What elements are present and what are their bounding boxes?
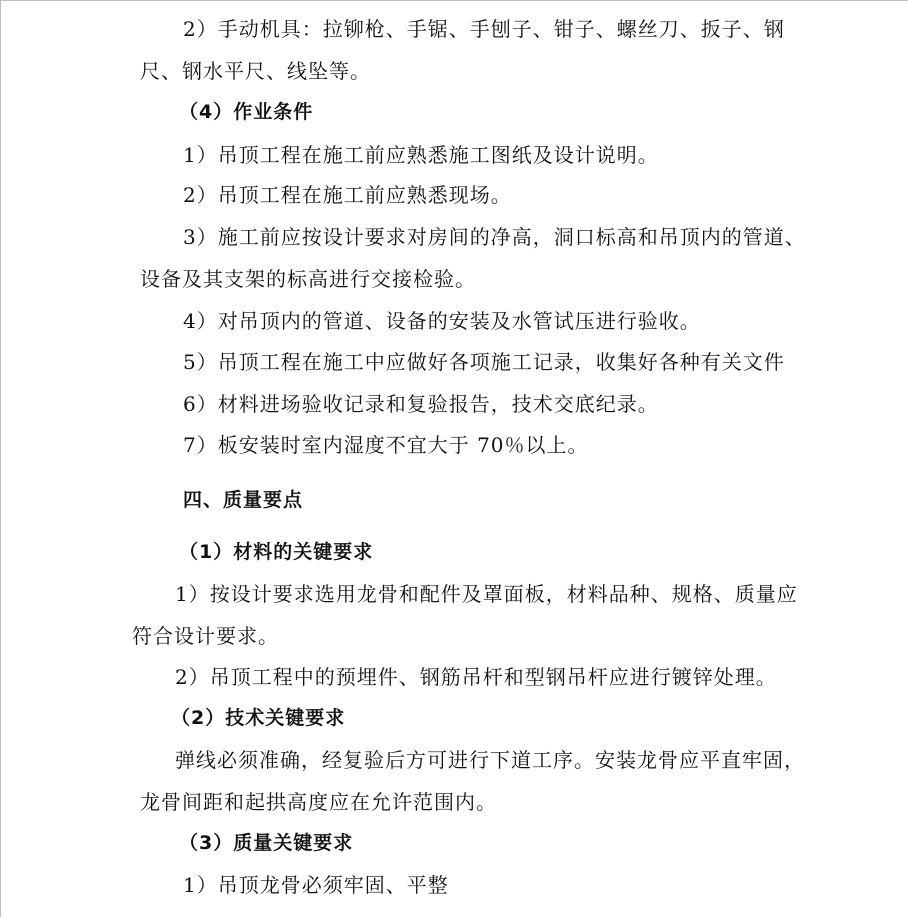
text-line: 龙骨间距和起拱高度应在允许范围内。 xyxy=(140,790,497,814)
text-line: 符合设计要求。 xyxy=(132,624,279,648)
text-line: 5）吊顶工程在施工中应做好各项施工记录，收集好各种有关文件 xyxy=(183,350,785,374)
chapter-heading: 四、质量要点 xyxy=(183,489,304,511)
text-line: 2）手动机具：拉铆枪、手锯、手刨子、钳子、螺丝刀、扳子、钢 xyxy=(183,17,785,41)
text-line: 尺、钢水平尺、线坠等。 xyxy=(140,59,371,83)
text-line: 6）材料进场验收记录和复验报告，技术交底纪录。 xyxy=(183,392,659,416)
text-line: 2）吊顶工程在施工前应熟悉现场。 xyxy=(183,183,512,207)
section-heading: （1）材料的关键要求 xyxy=(179,541,374,563)
page-left-border xyxy=(0,0,1,917)
text-line: 设备及其支架的标高进行交接检验。 xyxy=(140,267,476,291)
text-line: 1）按设计要求选用龙骨和配件及罩面板，材料品种、规格、质量应 xyxy=(175,582,798,606)
section-heading: （4）作业条件 xyxy=(179,101,314,123)
section-heading: （2）技术关键要求 xyxy=(171,707,346,729)
section-heading: （3）质量关键要求 xyxy=(179,832,354,854)
text-line: 1）吊顶工程在施工前应熟悉施工图纸及设计说明。 xyxy=(183,143,659,167)
text-line: 7）板安装时室内湿度不宜大于 70％以上。 xyxy=(183,433,589,457)
text-line: 4）对吊顶内的管道、设备的安装及水管试压进行验收。 xyxy=(183,309,701,333)
text-line: 弹线必须准确，经复验后方可进行下道工序。安装龙骨应平直牢固， xyxy=(175,748,805,772)
page-top-border xyxy=(0,0,908,1)
text-line: 1）吊顶龙骨必须牢固、平整 xyxy=(183,873,449,897)
text-line: 2）吊顶工程中的预埋件、钢筋吊杆和型钢吊杆应进行镀锌处理。 xyxy=(175,665,777,689)
text-line: 3）施工前应按设计要求对房间的净高，洞口标高和吊顶内的管道、 xyxy=(183,225,806,249)
